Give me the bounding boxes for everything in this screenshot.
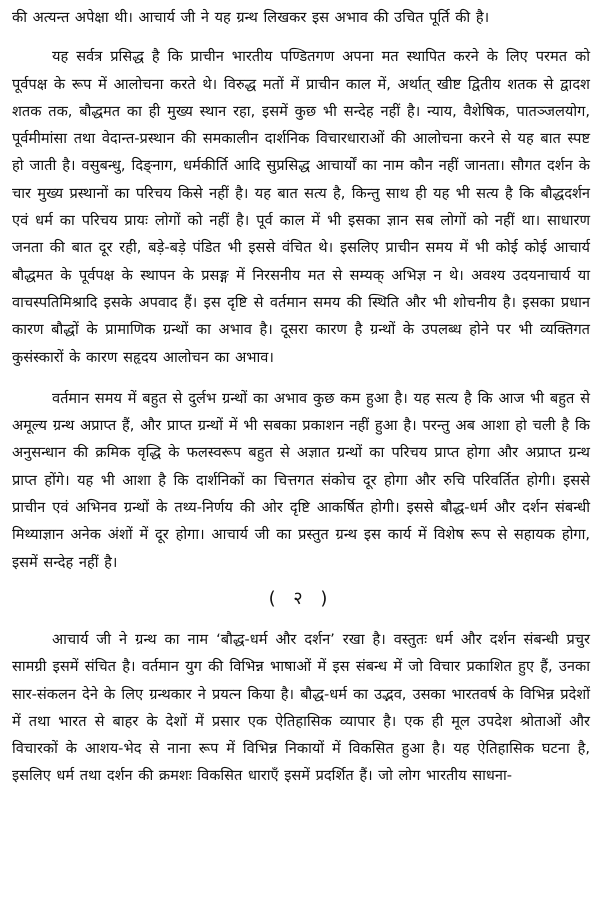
paragraph-gap xyxy=(12,371,590,385)
paragraph-3: आचार्य जी ने ग्रन्थ का नाम ‘बौद्ध-धर्म और दर्शन’ रखा है। वस्तुतः धर्म और दर्शन संबन्धी प्रचुर सामग्री इसमें संचित है। वर्तमान युग की विभिन्न भाषाओं में इस संबन्ध में जो विचार प्रकाशित हुए हैं, उनका सार-संकलन देने के लिए ग्रन्थकार ने प्रयत्न किया है। बौद्ध-धर्म का उद्भव, उसका भारतवर्ष के विभिन्न प्रदेशों में तथा भारत से बाहर के देशों में प्रसार एक ऐतिहासिक व्यापार है। एक ही मूल उपदेश श्रोताओं और विचारकों के आशय-भेद से नाना रूप में विभिन्न निकायों में विकसित हुआ है। यह ऐतिहासिक घटना है, इसलिए धर्म तथा दर्शन की क्रमशः विकसित धाराएँ इसमें प्रदर्शित हैं। जो लोग भारतीय साधना- xyxy=(12,630,590,785)
intro-fragment: की अत्यन्त अपेक्षा थी। आचार्य जी ने यह ग्रन्थ लिखकर इस अभाव की उचित पूर्ति की है। xyxy=(12,9,490,26)
paragraph-1: यह सर्वत्र प्रसिद्ध है कि प्राचीन भारतीय पण्डितगण अपना मत स्थापित करने के लिए परमत को पूर्वपक्ष के रूप में आलोचना करते थे। विरुद्ध मतों में प्राचीन काल में, अर्थात् खीष्ट द्वितीय शतक से द्वादश शतक तक, बौद्धमत का ही मुख्य स्थान रहा, इसमें कुछ भी सन्देह नहीं है। न्याय, वैशेषिक, पातञ्जलयोग, पूर्वमीमांसा तथा वेदान्त-प्रस्थान की समकालीन दार्शनिक विचारधाराओं की आलोचना करने से यह बात स्पष्ट हो जाती है। वसुबन्धु, दिङ्नाग, धर्मकीर्ति आदि सुप्रसिद्ध आचार्यों का नाम कौन नहीं जानता। सौगत दर्शन के चार मुख्य प्रस्थानों का परिचय किसे नहीं है। यह बात सत्य है, किन्तु साथ ही यह भी सत्य है कि बौद्धदर्शन एवं धर्म का परिचय प्रायः लोगों को नहीं है। पूर्व काल में भी इसका ज्ञान सब लोगों को नहीं था। साधारण जनता की बात दूर रही, बड़े-बड़े पंडित भी इससे वंचित थे। इसलिए प्राचीन समय में भी कोई कोई आचार्य बौद्धमत के पूर्वपक्ष के स्थापन के प्रसङ्ग में निरसनीय मत से सम्यक् अभिज्ञ न थे। अवश्य उदयनाचार्य या वाचस्पतिमिश्रादि इसके अपवाद हैं। इस दृष्टि से वर्तमान समय की स्थिति और भी शोचनीय है। इसका प्रधान कारण बौद्धों के प्रामाणिक ग्रन्थों का अभाव है। दूसरा कारण है ग्रन्थों के उपलब्ध होने पर भी व्यक्तिगत कुसंस्कारों के कारण सहृदय आलोचन का अभाव। xyxy=(12,48,590,366)
paragraph-gap xyxy=(12,31,590,43)
section-number: ( २ ) xyxy=(268,587,334,609)
paragraph-2: वर्तमान समय में बहुत से दुर्लभ ग्रन्थों का अभाव कुछ कम हुआ है। यह सत्य है कि आज भी बहुत से अमूल्य ग्रन्थ अप्राप्त हैं, और प्राप्त ग्रन्थों में भी सबका प्रकाशन नहीं हुआ है। परन्तु अब आशा हो चली है कि अनुसन्धान की क्रमिक वृद्धि के फलस्वरूप बहुत से अज्ञात ग्रन्थों का परिचय प्राप्त होगा और अप्राप्त ग्रन्थ प्राप्त होंगे। यह भी आशा है कि दार्शनिकों का चित्तगत संकोच दूर होगा और रुचि परिवर्तित होगी। इससे प्राचीन एवं अभिनव ग्रन्थों के तथ्य-निर्णय की ओर दृष्टि आकर्षित होगी। इससे बौद्ध-धर्म और दर्शन संबन्धी मिथ्याज्ञान अनेक अंशों में दूर होगा। आचार्य जी का प्रस्तुत ग्रन्थ इस कार्य में विशेष रूप से सहायक होगा, इसमें सन्देह नहीं है। xyxy=(12,389,590,571)
